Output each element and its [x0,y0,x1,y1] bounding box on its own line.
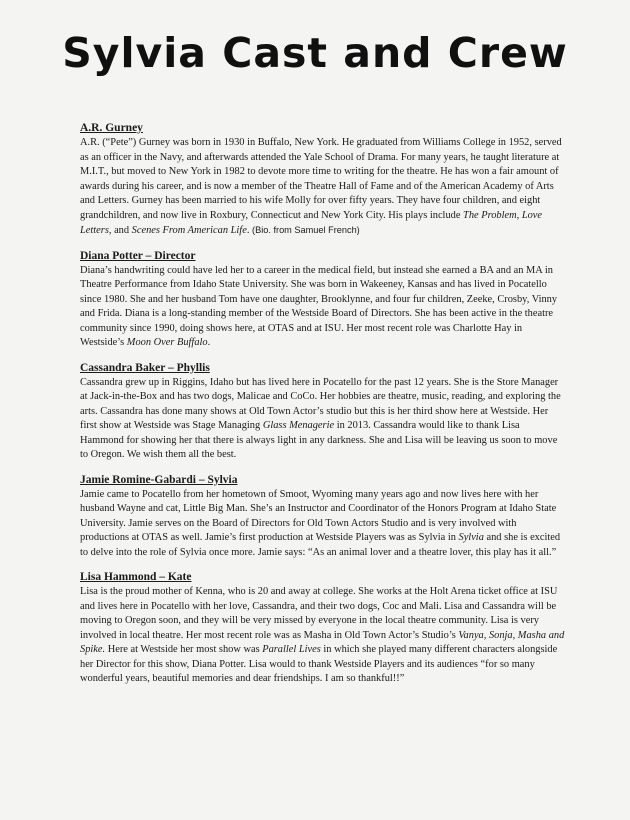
bio-italic-title: Vanya, Sonja, Masha and Spike. [80,629,565,655]
bio-heading: A.R. Gurney [80,122,143,134]
bio-text-run: A.R. (“Pete”) Gurney was born in 1930 in Buffalo, New York. He graduated from Williams College in 1952, served as an officer in the Navy, and afterwards attended the Yale School of Drama. For many years, he taught literature at M.I.T., but moved to New York in 1982 to devote more time to writing for the theatre. He has won a fair amount of awards during his career, and is now a member of the Theatre Hall of Fame and of the American Academy of Arts and Letters. Gurney has been married to his wife Molly for over fifty years. They have four children, and eight grandchildren, and now live in Roxbury, Connecticut and New York City. His plays include [80,137,562,221]
bio-italic-title: The Problem, Love Letters, [80,209,543,236]
bio-list [80,121,565,697]
bio-text-run: Lisa is the proud mother of Kenna, who is 20 and away at college. She works at the Holt Arena ticket office at ISU and lives here in Pocatello with her love, Cassandra, and their two dogs, Coc and Mali. Lisa and Cassandra will be moving to Oregon soon, and they will be very missed by everyone in the local theatre community. Lisa is very involved in local theatre. Her most recent role was as Masha in Old Town Actor’s Studio’s [80,586,558,641]
bio-text-run: Here at Westside her most show was [105,644,263,655]
bio-italic-title: Scenes From American Life [131,225,247,236]
bio-heading: Diana Potter – Director [80,249,196,262]
bio-text-run: and she is excited to delve into the role of Sylvia once more. Jamie says: “As an animal lover and a theatre lover, this play has it all.” [80,532,561,558]
bio-text-run: Cassandra grew up in Riggins, Idaho but has lived here in Pocatello for the past 12 years. She is the Store Manager at Jack-in-the-Box and has two dogs, Malicae and CoCo. Her hobbies are theatre, music, reading, and exploring the arts. Cassandra has done many shows at Old Town Actor’s studio but this is her third show here at Westside. Her first show at Westside was Stage Managing [80,376,561,431]
bio-text [80,264,565,351]
bio-heading: Cassandra Baker – Phyllis [80,361,210,374]
bio-text [80,136,565,239]
bio-heading: Lisa Hammond – Kate [80,571,192,583]
bio-text-run: . [207,337,211,348]
bio-baker [80,361,565,463]
bio-gurney [80,121,565,239]
bio-text-run: and [111,225,132,236]
bio-italic-title: Sylvia [458,532,484,543]
page-title: Sylvia Cast and Crew [62,29,568,77]
bio-text-run: Jamie came to Pocatello from her hometown of Smoot, Wyoming many years ago and now lives here with her husband Wayne and cat, Little Big Man. She’s an Instructor and Coordinator of the Honors Program at Idaho State University. Jamie serves on the Board of Directors for Old Town Actors Studio and is very involved with productions at OTAS as well. Jamie’s first production at Westside Players was as Sylvia in [80,488,557,543]
bio-italic-title: Glass Menagerie [262,420,335,431]
bio-romine-gabardi [80,473,565,561]
bio-text-run: in 2013. Cassandra would like to thank Lisa Hammond for showing her that there is always light in any darkness. She and Lisa will be leaving us soon to move to Oregon. We wish them all the best. [80,420,558,460]
bio-hammond [80,570,565,687]
bio-italic-title: Moon Over Buffalo [126,337,208,348]
bio-text [80,488,565,561]
bio-text-run: Diana’s handwriting could have led her to a career in the medical field, but instead she earned a BA and an MA in Theatre Performance from Idaho State University. She was born in Wakeeney, Kansas and has lived in Pocatello since 1980. She and her husband Tom have one daughter, Brooklynne, and four fur children, Zeeke, Crosby, Vinny and Frida. Diana is a long-standing member of the Westside Board of Directors. She has been active in the theatre community since 1990, doing shows here, at OTAS and at ISU. Her most recent role was Charlotte Hay in Westside’s [80,264,558,348]
bio-text-run: . [246,225,253,236]
bio-text [80,376,565,463]
bio-text-run: in which she played many different characters alongside her Director for this show, Diana Potter. Lisa would to thank Westside Players and its audiences “for so many wonderful years, beautiful memories and dear friendships. I am so thankful!!” [80,644,558,684]
bio-italic-title: Parallel Lives [262,644,321,655]
bio-heading: Jamie Romine-Gabardi – Sylvia [80,473,238,486]
bio-text [80,585,565,687]
bio-potter [80,249,565,351]
bio-source-credit: (Bio. from Samuel French) [252,225,360,235]
